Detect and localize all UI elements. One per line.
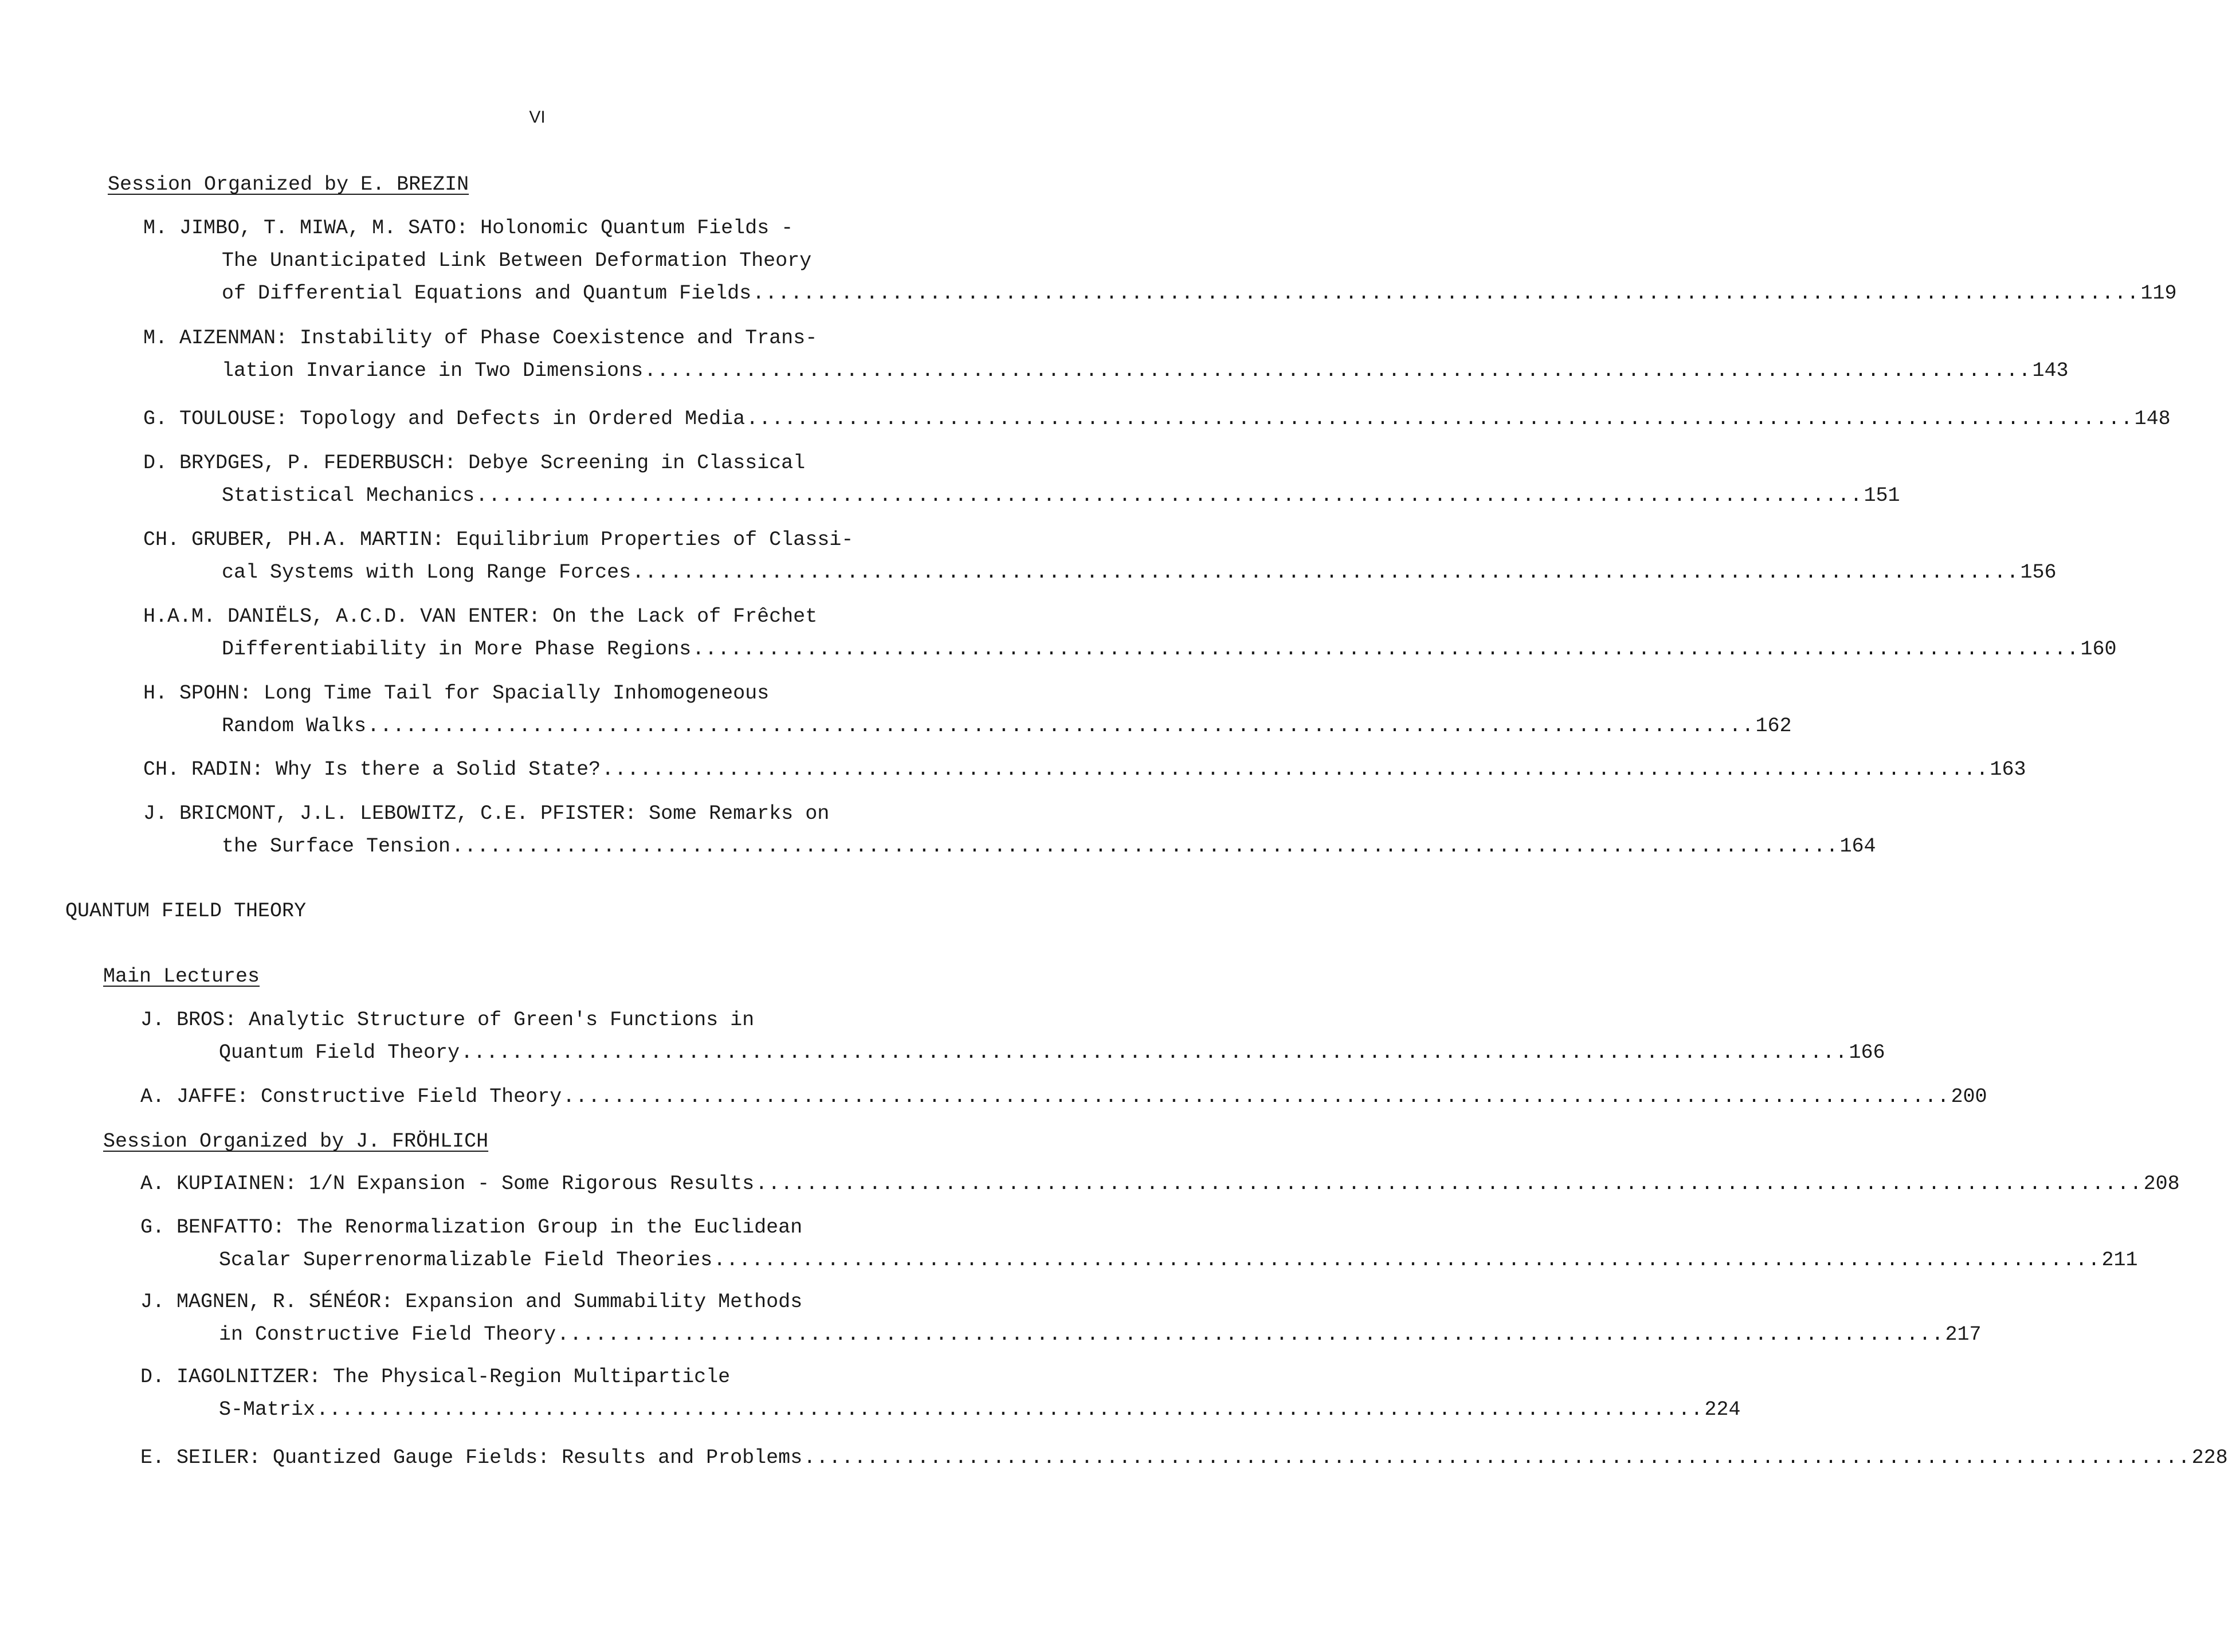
dot-leader: .............................................................................................................. [316, 1398, 1704, 1421]
toc-entry-text: Differentiability in More Phase Regions [222, 638, 692, 661]
toc-entry-title-continuation [140, 1394, 1741, 1426]
toc-entry-page-number: 164 [1839, 835, 1876, 858]
toc-entry-title [143, 403, 2171, 435]
dot-leader: .............................................................................................................. [476, 484, 1863, 507]
dot-leader: .............................................................................................................. [644, 359, 2031, 382]
toc-entry-text: D. IAGOLNITZER: The Physical-Region Multiparticle [140, 1365, 731, 1388]
toc-entry [143, 754, 2026, 786]
toc-entry-text: J. BRICMONT, J.L. LEBOWITZ, C.E. PFISTER: Some Remarks on [143, 802, 830, 825]
toc-entry-text: A. KUPIAINEN: 1/N Expansion - Some Rigorous Results [140, 1172, 755, 1195]
toc-entry-title-continuation [140, 1244, 2138, 1277]
toc-entry [140, 1361, 1741, 1426]
toc-entry-text: lation Invariance in Two Dimensions [222, 359, 644, 382]
toc-entry-text: J. BROS: Analytic Structure of Green's Functions in [140, 1009, 755, 1031]
toc-entry-text: CH. GRUBER, PH.A. MARTIN: Equilibrium Properties of Classi- [143, 528, 854, 551]
toc-entry-page-number: 119 [2140, 282, 2177, 305]
toc-entry-text: of Differential Equations and Quantum Fields [222, 282, 752, 305]
toc-entry-text: A. JAFFE: Constructive Field Theory [140, 1085, 562, 1108]
toc-entry-title [140, 1081, 1987, 1113]
toc-entry-page-number: 163 [1990, 758, 2026, 781]
dot-leader: .............................................................................................................. [755, 1172, 2143, 1195]
toc-entry-text: H.A.M. DANIËLS, A.C.D. VAN ENTER: On the Lack of Frêchet [143, 605, 818, 628]
toc-entry-page-number: 160 [2080, 638, 2117, 661]
toc-entry-title [140, 1442, 2228, 1474]
toc-entry-title [140, 1361, 952, 1394]
toc-entry-title-continuation [143, 245, 956, 277]
dot-leader: .............................................................................................................. [557, 1323, 1944, 1346]
dot-leader: .............................................................................................................. [461, 1041, 1848, 1064]
toc-entry-page-number: 200 [1951, 1085, 1987, 1108]
toc-entry-page-number: 217 [1945, 1323, 1982, 1346]
toc-entry-title [143, 677, 956, 710]
toc-entry-text: Quantum Field Theory [219, 1041, 460, 1064]
section-heading-main-lectures: Main Lectures [103, 965, 260, 988]
toc-entry-page-number: 224 [1704, 1398, 1741, 1421]
toc-entry-page-number: 156 [2020, 561, 2057, 584]
toc-entry-title [143, 447, 956, 480]
toc-entry-title [143, 798, 956, 830]
section-heading-brezin: Session Organized by E. BREZIN [108, 173, 469, 196]
toc-entry-title [140, 1286, 952, 1319]
toc-entry-text: G. TOULOUSE: Topology and Defects in Ordered Media [143, 407, 746, 430]
toc-entry-text: cal Systems with Long Range Forces [222, 561, 631, 584]
toc-entry [143, 524, 2057, 589]
toc-entry [143, 677, 1792, 743]
toc-entry-title [143, 524, 956, 556]
toc-entry-page-number: 211 [2101, 1249, 2138, 1272]
toc-entry-text: E. SEILER: Quantized Gauge Fields: Results and Problems [140, 1446, 803, 1469]
toc-entry [143, 798, 1876, 863]
toc-entry-page-number: 208 [2143, 1172, 2180, 1195]
toc-entry-title-continuation [143, 277, 2177, 310]
toc-entry-text: D. BRYDGES, P. FEDERBUSCH: Debye Screening in Classical [143, 452, 806, 474]
toc-entry-title-continuation [143, 355, 2069, 387]
toc-entry-title-continuation [143, 556, 2057, 589]
toc-entry-text: M. AIZENMAN: Instability of Phase Coexistence and Trans- [143, 327, 818, 350]
toc-entry-text: Scalar Superrenormalizable Field Theories [219, 1249, 713, 1272]
toc-entry [140, 1286, 1982, 1351]
toc-entry-title [143, 754, 2026, 786]
toc-entry-text: G. BENFATTO: The Renormalization Group in the Euclidean [140, 1216, 803, 1239]
toc-entry-text: H. SPOHN: Long Time Tail for Spacially Inhomogeneous [143, 682, 770, 705]
toc-entry-page-number: 162 [1755, 715, 1792, 737]
toc-entry-title [140, 1168, 2180, 1200]
dot-leader: .............................................................................................................. [746, 407, 2133, 430]
toc-entry-text: in Constructive Field Theory [219, 1323, 556, 1346]
toc-entry [140, 1081, 1987, 1113]
toc-entry-page-number: 148 [2134, 407, 2171, 430]
toc-entry-title [143, 212, 956, 245]
toc-entry-title-continuation [140, 1037, 1885, 1069]
toc-entry [140, 1004, 1885, 1069]
section-heading-quantum-field-theory: QUANTUM FIELD THEORY [65, 900, 307, 923]
dot-leader: .............................................................................................................. [803, 1446, 2191, 1469]
toc-entry-title-continuation [140, 1319, 1982, 1351]
toc-entry-text: The Unanticipated Link Between Deformation Theory [222, 249, 812, 272]
toc-entry-text: the Surface Tension [222, 835, 451, 858]
toc-entry [143, 322, 2069, 387]
toc-entry-text: CH. RADIN: Why Is there a Solid State? [143, 758, 601, 781]
toc-entry [140, 1211, 2138, 1277]
toc-entry-title-continuation [143, 830, 1876, 863]
toc-entry [143, 403, 2171, 435]
toc-entry-text: S-Matrix [219, 1398, 316, 1421]
toc-entry [140, 1168, 2180, 1200]
toc-entry [143, 601, 2117, 666]
toc-entry-text: M. JIMBO, T. MIWA, M. SATO: Holonomic Quantum Fields - [143, 217, 794, 240]
toc-entry-page-number: 166 [1849, 1041, 1885, 1064]
toc-entry-text: Random Walks [222, 715, 367, 737]
dot-leader: .............................................................................................................. [563, 1085, 1950, 1108]
toc-entry [143, 447, 1900, 512]
toc-entry-page-number: 228 [2191, 1446, 2228, 1469]
toc-entry-title [140, 1004, 952, 1037]
toc-entry [143, 212, 2177, 310]
toc-entry-text: J. MAGNEN, R. SÉNÉOR: Expansion and Summability Methods [140, 1290, 803, 1313]
toc-entry-title [143, 601, 956, 633]
page-number: VI [529, 108, 546, 127]
dot-leader: .............................................................................................................. [713, 1249, 2101, 1272]
section-heading-frohlich: Session Organized by J. FRÖHLICH [103, 1130, 489, 1153]
toc-entry-title-continuation [143, 480, 1900, 512]
toc-entry-text: Statistical Mechanics [222, 484, 475, 507]
toc-entry-page-number: 151 [1864, 484, 1900, 507]
dot-leader: .............................................................................................................. [752, 282, 2140, 305]
toc-entry-title-continuation [143, 633, 2117, 666]
toc-entry-title-continuation [143, 710, 1792, 743]
toc-entry-title [143, 322, 956, 355]
dot-leader: .............................................................................................................. [692, 638, 2080, 661]
toc-entry [140, 1442, 2228, 1474]
toc-entry-page-number: 143 [2032, 359, 2069, 382]
dot-leader: .............................................................................................................. [602, 758, 1989, 781]
dot-leader: .............................................................................................................. [367, 715, 1755, 737]
dot-leader: .............................................................................................................. [632, 561, 2019, 584]
dot-leader: .............................................................................................................. [452, 835, 1839, 858]
toc-entry-title [140, 1211, 952, 1244]
